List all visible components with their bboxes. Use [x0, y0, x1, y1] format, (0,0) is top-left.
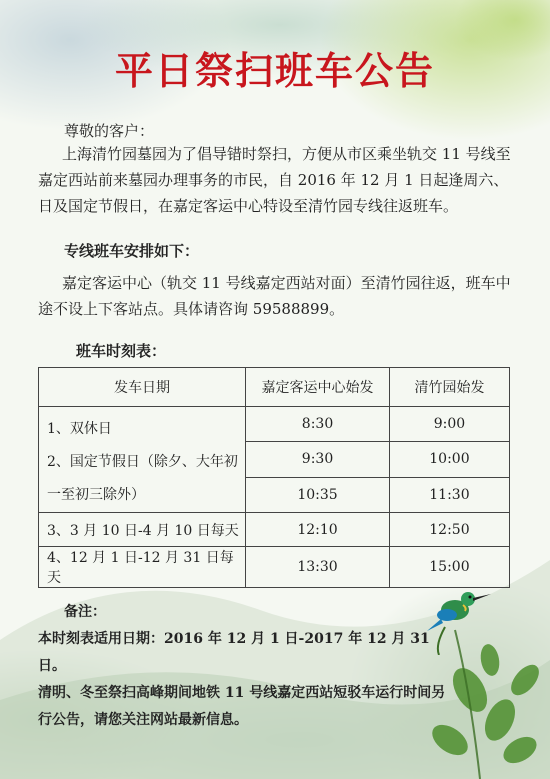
schedule-heading: 班车时刻表：	[76, 342, 167, 360]
time-jiading: 13:30	[246, 547, 390, 588]
bird-illustration	[425, 575, 495, 655]
timetable	[38, 367, 510, 588]
time-jiading: 12:10	[246, 513, 390, 547]
header-date: 发车日期	[39, 368, 246, 407]
table-row	[39, 407, 510, 442]
time-qingzhuyuan: 9:00	[389, 407, 509, 442]
time-qingzhuyuan: 12:50	[389, 513, 509, 547]
arrangement-heading: 专线班车安排如下：	[64, 242, 200, 260]
notes-peak-info: 清明、冬至祭扫高峰期间地铁 11 号线嘉定西站短驳车运行时间另行公告，请您关注网站最新信息。	[38, 685, 446, 728]
time-qingzhuyuan: 15:00	[389, 547, 509, 588]
date-group-december: 4、12 月 1 日-12 月 31 日每天	[39, 547, 246, 588]
table-header-row	[39, 368, 510, 407]
time-qingzhuyuan: 11:30	[389, 477, 509, 512]
table-row	[39, 513, 510, 547]
date-group-spring: 3、3 月 10 日-4 月 10 日每天	[39, 513, 246, 547]
intro-paragraph: 上海清竹园墓园为了倡导错时祭扫，方便从市区乘坐轨交 11 号线至嘉定西站前来墓园办理事务的市民，自 2016 年 12 月 1 日起逢周六、日及国定节假日，在嘉定客运中心特设至清竹园专线往返班车。	[38, 145, 511, 215]
page-title: 平日祭扫班车公告	[114, 49, 435, 93]
time-jiading: 10:35	[246, 477, 390, 512]
header-qingzhuyuan-departure: 清竹园始发	[389, 368, 509, 407]
time-qingzhuyuan: 10:00	[389, 442, 509, 477]
notes-section	[38, 599, 458, 734]
time-jiading: 9:30	[246, 442, 390, 477]
greeting: 尊敬的客户：	[64, 122, 155, 140]
time-jiading: 8:30	[246, 407, 390, 442]
date-group-weekend: 1、双休日	[47, 421, 112, 437]
date-group-cell	[39, 407, 246, 513]
arrangement-paragraph: 嘉定客运中心（轨交 11 号线嘉定西站对面）至清竹园往返，班车中途不设上下客站点。具体请咨询 59588899。	[38, 274, 511, 318]
header-jiading-departure: 嘉定客运中心始发	[246, 368, 390, 407]
notes-validity: 本时刻表适用日期：2016 年 12 月 1 日-2017 年 12 月 31 日。	[38, 631, 430, 674]
date-group-holiday: 2、国定节假日（除夕、大年初一至初三除外）	[47, 454, 238, 503]
notes-heading: 备注：	[64, 604, 106, 620]
